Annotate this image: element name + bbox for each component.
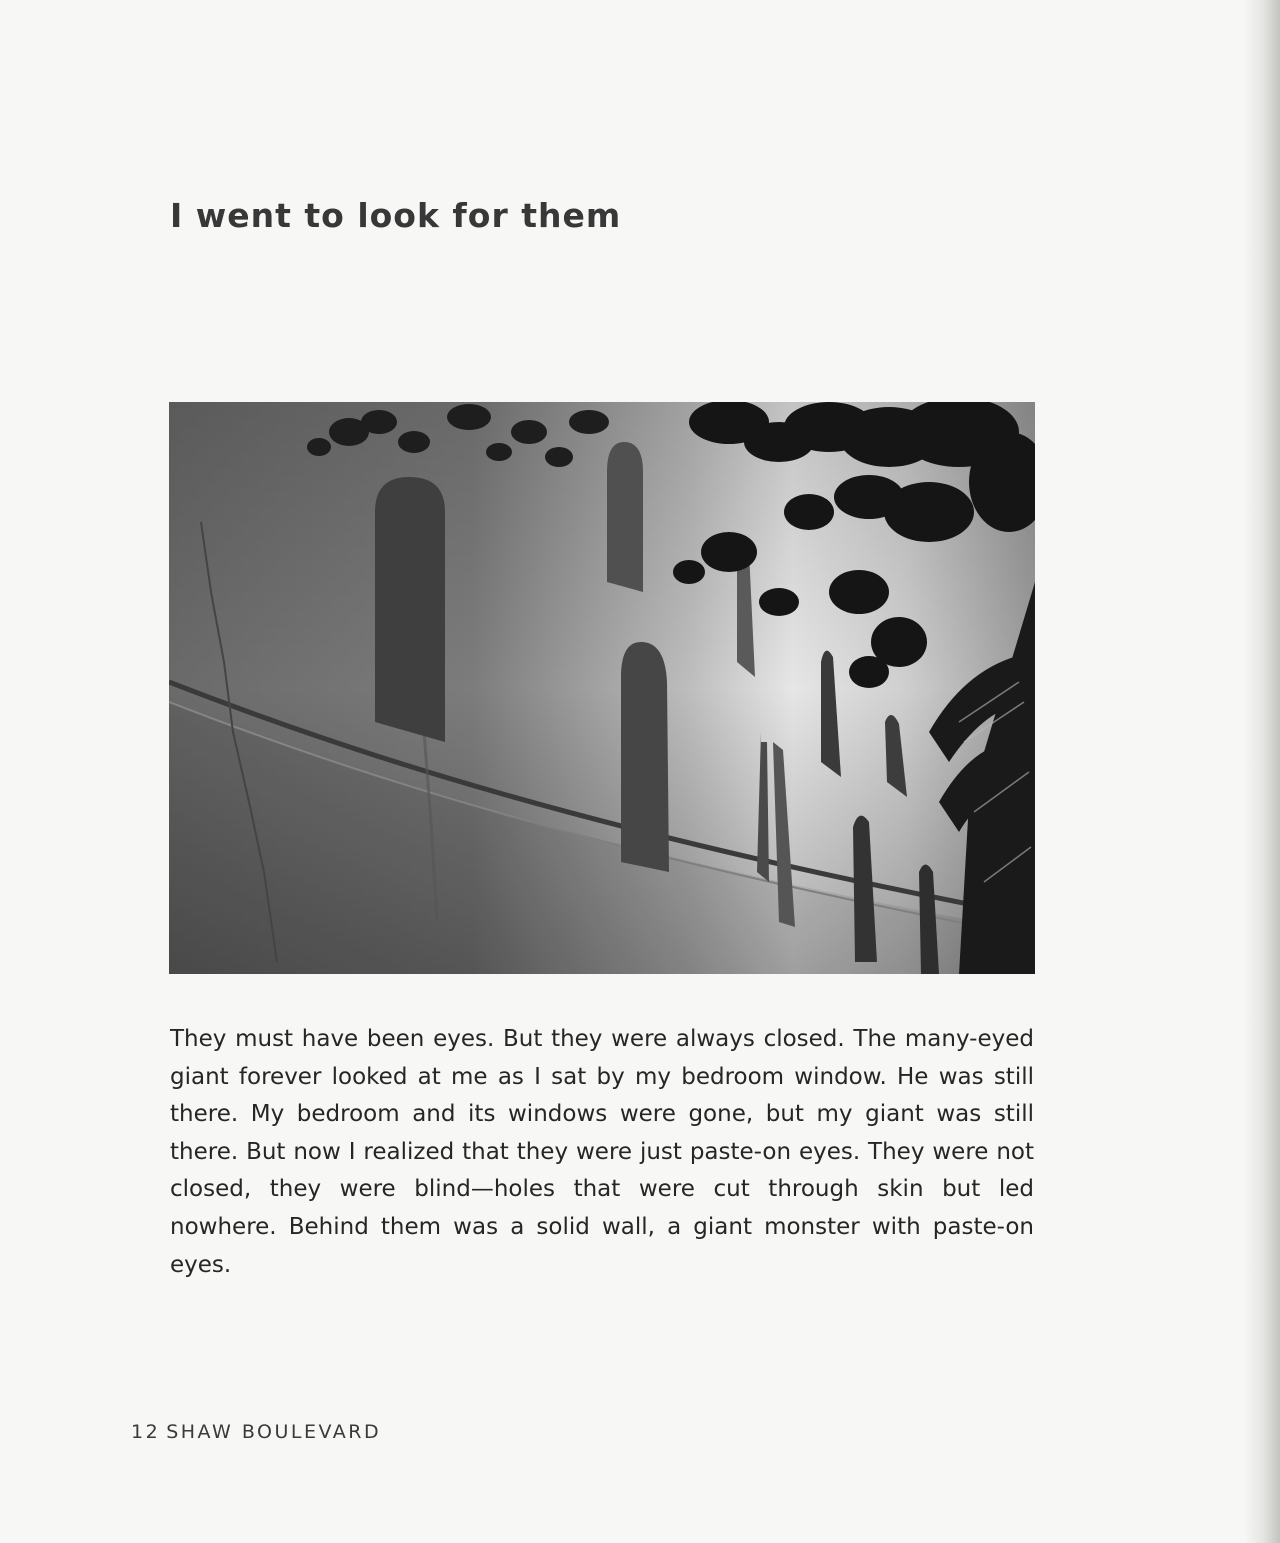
page-edge-shadow (1244, 0, 1280, 1543)
chapter-title: I went to look for them (170, 196, 622, 235)
body-paragraph: They must have been eyes. But they were always closed. The many-eyed giant forever looked at me as I sat by my bedroom window. He was still there. My bedroom and its windows were gone, but my giant was still there. But now I realized that they were just paste-on eyes. They were not closed, they were blind—holes that were cut through skin but led nowhere. Behind them was a solid wall, a giant monster with paste-on eyes. (170, 1026, 1034, 1278)
building-facade-photo (169, 402, 1035, 974)
page-number: 12 (131, 1421, 161, 1443)
page-footer (131, 1421, 381, 1443)
running-title: SHAW BOULEVARD (166, 1421, 382, 1443)
